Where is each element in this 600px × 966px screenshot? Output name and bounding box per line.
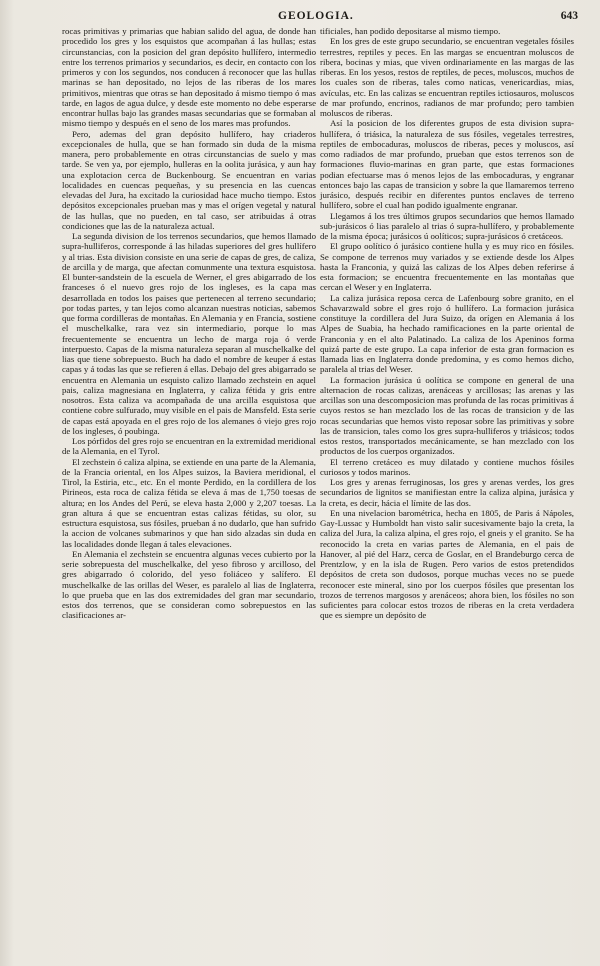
paragraph: La segunda division de los terrenos secundarios, que hemos llamado supra-hulliferos, corresponde á las hiladas superiores del gres hullífero y al trias. Esta division consiste en una serie de capas de gres, de caliza, de arcilla y de marga, que afectan comunmente una textura esquistosa. El bunter-sandstein de la escuela de Werner, el gres abigarrado de los franceses ó el nuevo gres rojo de los ingleses, es la capa mas desarrollada en todos los paises que pertenecen al terreno secundario; por todas partes, y tan lejos como alcanzan nuestras noticias, sabemos que forma cordilleras de montañas. En Alemania y en Francia, sostiene el muschelkalke, rara vez sin intermediario, porque lo mas frecuentemente se encuentra un lecho de marga roja ó verde interpuesto. Capas de la misma naturaleza separan al muschelkalke del lias que tiene sobrepuesto. Buch ha dado el nombre de keuper á estas capas y á todas las que se refieren á ellas. Debajo del gres abigarrado se encuentra en Alemania un esquisto calizo llamado zechstein en aquel pais, caliza magnesiana en Inglaterra, y caliza fétida y gris entre nosotros. Esta caliza va acompañada de una arcilla esquistosa que contiene cobre sulfurado, muy visible en el pais de Mansfeld. Esta serie de capas está apoyada en el gres rojo de los alemanes ó viejo gres rojo de los ingleses, ó poubinga. — [62, 231, 316, 436]
paragraph: La formacion jurásica ú oolítica se compone en general de una alternacion de rocas calizas, arenáceas y arcillosas; las arenas y las arcillas son una descomposicion mas profunda de las rocas primitivas á cuyos restos se han mezclado los de las rocas de transicion y de las rocas secundarias que hemos visto reposar sobre las primitivas y sobre las de transicion, tales como los gres supra-hulliferos y triásicos; todos estos restos, transportados mecánicamente, se han mezclado con los productos de los cuerpos organizados. — [320, 374, 574, 457]
paragraph: En los gres de este grupo secundario, se encuentran vegetales fósiles terrestres, reptiles y peces. En las margas se encuentran moluscos de ribera, bocinas y mias, que viven ordinariamente en las margas de las riberas. En los yesos, restos de reptiles, de peces, moluscos, muchos de los cuales son de riberas, tales como naticas, venericardias, mias, avículas, etc. En las calizas se encuentran reptiles ictiosauros, moluscos de mar profundo, encrinos, radianos de mar profundo; pero tambien moluscos de riberas. — [320, 36, 574, 118]
paragraph: Pero, ademas del gran depósito hullífero, hay criaderos excepcionales de hulla, que se han formado sin duda de la misma manera, pero probablemente en otras circunstancias de suelo y mas tarde. Se ven ya, por ejemplo, hulleras en la oolita jurásica, y aun hay una explotacion cerca de Buckenbourg. Se encuentran en varias localidades en cuencas pequeñas, y su presencia en las cuencas elevadas del Jura, ha excitado la curiosidad hace mucho tiempo. Estos depósitos excepcionales prueban mas y mas el orígen vegetal y natural de las hullas, que no pueden, en tal caso, ser atribuidas á otras condiciones que las de la naturaleza actual. — [62, 128, 316, 231]
right-column — [320, 26, 574, 621]
paragraph: rocas primitivas y primarias que habian salido del agua, de donde han procedido los gres y los esquistos que acompañan á las hullas; estas circunstancias, con la posicion del gran depósito hullífero, intermedio entre los terrenos primarios y secundarios, es decir, en contacto con los primeros y con los segundos, nos conducen á reconocer que las hullas marinas se han depositado, no lejos de las riberas de los mares primitivos, mientras que otras se han depositado á mismo tiempo ó mas tarde, en lagos de agua dulce, y desde este momento no debe esperarse encontrar hullas bajo las grandes masas secundarias que se formaban al mismo tiempo y después en el seno de los mares mas profundos. — [62, 26, 316, 129]
paragraph: En una nivelacion barométrica, hecha en 1805, de Paris á Nápoles, Gay-Lussac y Humboldt han visto salir sucesivamente bajo la creta, la caliza del Jura, la caliza alpina, el gres rojo, el gneis y el granito. Se ha reconocido la creta en varias partes de Alemania, en el pais de Hanover, al pié del Harz, cerca de Goslar, en el Brandeburgo cerca de Prentzlow, y en la isla de Rugen. Pero varios de estos pretendidos depósitos de creta son dudosos, porque muchas veces no se puede reconocer este mineral, sino por los cuerpos fósiles que presentan los trozos de terrenos margosos y arenáceos; ahora bien, los fósiles no son suficientes para colocar estos trozos de riberas en la creta verdadera que es siempre un depósito de — [320, 507, 574, 621]
paragraph: tificiales, han podido depositarse al mismo tiempo. — [320, 26, 501, 36]
running-head: GEOLOGIA. — [278, 10, 354, 22]
left-column — [62, 26, 316, 621]
paragraph: El terreno cretáceo es muy dilatado y contiene muchos fósiles curiosos y todos marinos. — [320, 456, 574, 477]
page-header — [58, 10, 578, 26]
paragraph: El zechstein ó caliza alpina, se extiende en una parte de la Alemania, de la Francia oriental, en los Alpes suizos, la Baviera meridional, el Tirol, la Estiria, etc., etc. En el monte Perdido, en la cordillera de los Pirineos, esta roca de caliza fétida se eleva á mas de 1,750 toesas de altura; en los Andes del Perú, se eleva hasta 2,000 y 2,207 toesas. La gran altura á que se encuentran estas calizas fétidas, su olor, su estructura esquistosa, sus fósiles, prueban á no dudarlo, que han sufrido la accion de volcanes submarinos y que han sido alzadas sin duda en las localidades donde llegan á tales elevaciones. — [62, 456, 316, 549]
paragraph: Los pórfidos del gres rojo se encuentran en la extremidad meridional de la Alemania, en el Tyrol. — [62, 436, 316, 457]
page-number: 643 — [560, 10, 578, 22]
paragraph: Llegamos á los tres últimos grupos secundarios que hemos llamado sub-jurásicos ó lias paralelo al trias ó supra-hullífero, y probablemente de la misma época; jurásicos ú oolíticos; supra-jurásicos ó cretáceos. — [320, 210, 574, 241]
paragraph: Así la posicion de los diferentes grupos de esta division supra-hullífera, ó triásica, la naturaleza de sus fósiles, vegetales terrestres, reptiles de embocaduras, moluscos de riberas, peces y moluscos, así como radiados de mar profundo, prueban que estos terrenos son de formaciones fluvio-marinas en gran parte, que estas formaciones podian efectuarse mas ó menos lejos de las embocaduras, y engranar entonces bajo las capas de transicion y sobre la que llamaremos terreno jurásico, después recibir en diferentes puntos enclaves de terreno hullífero, sobre el cual han podido igualmente engranar. — [320, 118, 574, 211]
paragraph: La caliza jurásica reposa cerca de Lafenbourg sobre granito, en el Schavarzwald sobre el gres rojo ó hullífero. La formacion jurásica constituye la cordillera del Jura Suizo, da orígen en Alemania á los Alpes de Suabia, ha hechado ramificaciones en la parte oriental de Franconia y en el alto Palatinado. La caliza de los Apeninos forma quizá parte de este grupo. La capa inferior de esta gran formacion es llamada lias en Inglaterra donde predomina, y es como hemos dicho, paralela al trias del Weser. — [320, 292, 574, 375]
paragraph: Los gres y arenas ferruginosas, los gres y arenas verdes, los gres secundarios de lignitos se manifiestan entre la caliza alpina, jurásica y la creta, es decir, hácia el límite de las dos. — [320, 477, 574, 508]
paragraph: El grupo oolítico ó jurásico contiene hulla y es muy rico en fósiles. Se compone de terrenos muy variados y se extiende desde los Alpes hasta la Franconia, y quizá las calizas de los Alpes deben referirse á esta formacion; se encuentra frecuentemente en las montañas que cercan el Weser y en Inglaterra. — [320, 241, 574, 293]
paragraph: En Alemania el zechstein se encuentra algunas veces cubierto por la serie sobrepuesta del muschelkalke, del yeso fibroso y arcilloso, del gres abigarrado ó colorido, del yeso foliáceo y salífero. El muschelkalke de las orillas del Weser, es paralelo al lias de Inglaterra, lo que prueba que en las dos extremidades del gran mar secundario, estos dos terrenos, que se consideran como sobrepuestos en las clasificaciones ar- — [62, 548, 316, 621]
